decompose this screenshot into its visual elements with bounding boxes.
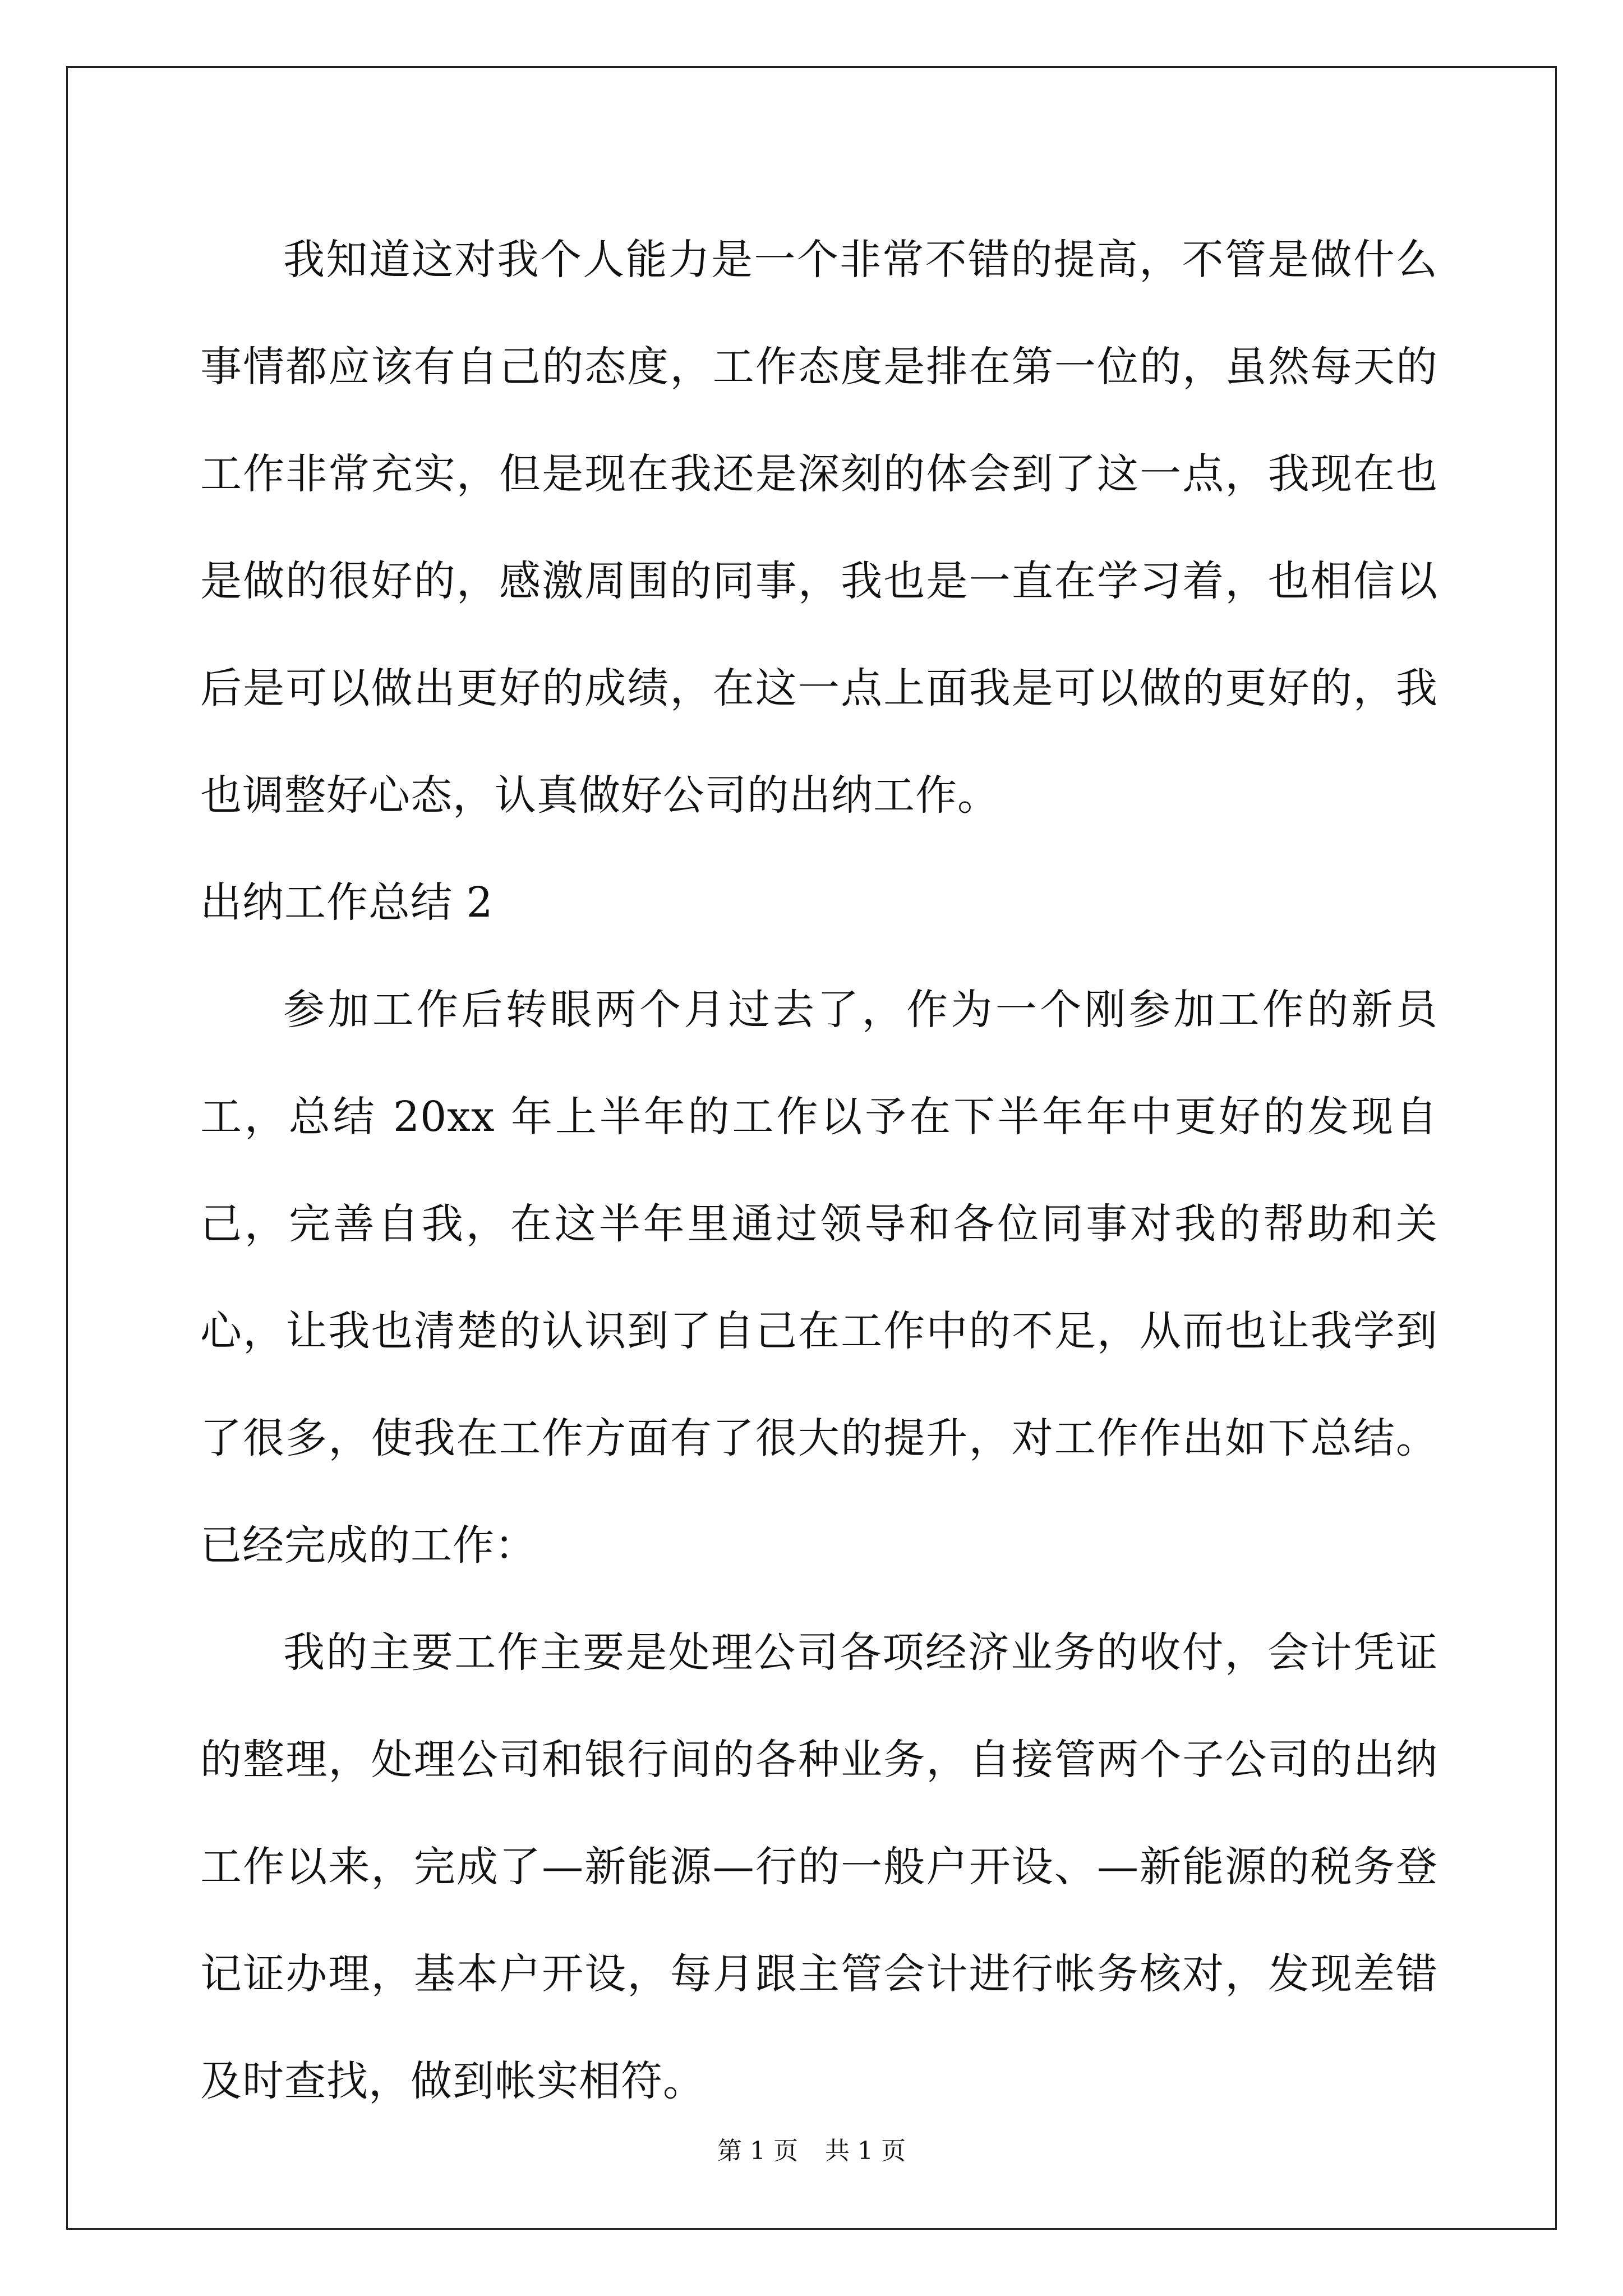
paragraph-2: 参加工作后转眼两个月过去了，作为一个刚参加工作的新员工，总结 20xx 年上半年的工作以予在下半年年中更好的发现自己，完善自我，在这半年里通过领导和各位同事对我的帮助和关心，让我也清楚的认识到了自己在工作中的不足，从而也让我学到了很多，使我在工作方面有了很大的提升，对工作作出如下总结。已经完成的工作： xyxy=(200,986,1438,1570)
page-number: 第 1 页 xyxy=(717,2137,798,2165)
page-footer xyxy=(0,2134,1623,2168)
paragraph-1: 我知道这对我个人能力是一个非常不错的提高，不管是做什么事情都应该有自己的态度，工作态度是排在第一位的，虽然每天的工作非常充实，但是现在我还是深刻的体会到了这一点，我现在也是做的很好的，感激周围的同事，我也是一直在学习着，也相信以后是可以做出更好的成绩，在这一点上面我是可以做的更好的，我也调整好心态，认真做好公司的出纳工作。 xyxy=(200,236,1438,820)
section-heading: 出纳工作总结 2 xyxy=(200,878,494,927)
paragraph-3: 我的主要工作主要是处理公司各项经济业务的收付，会计凭证的整理，处理公司和银行间的各种业务，自接管两个子公司的出纳工作以来，完成了—新能源—行的一般户开设、—新能源的税务登记证办理，基本户开设，每月跟主管会计进行帐务核对，发现差错及时查找，做到帐实相符。 xyxy=(200,1628,1438,2105)
document-body xyxy=(200,206,1438,2135)
page-total: 共 1 页 xyxy=(825,2137,906,2165)
